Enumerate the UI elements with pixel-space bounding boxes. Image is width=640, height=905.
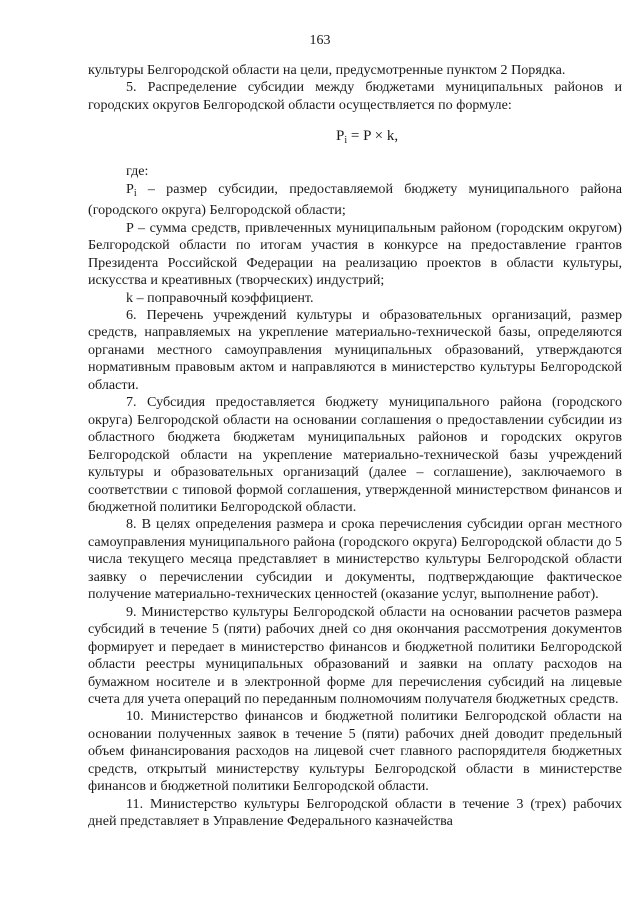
page-number: 163 <box>309 33 331 48</box>
paragraph-8: 8. В целях определения размера и срока перечисления субсидии орган местного самоуправления муниципального района (городского округа) Белгородской области до 5 числа текущего месяца представляет в министерство культуры Белгородской области заявку о перечислении субсидии и документы, подтверждающие фактическое получение материально-технических ценностей (оказание услуг, выполнение работ). <box>88 516 622 603</box>
paragraph-6: 6. Перечень учреждений культуры и образовательных организаций, размер средств, направляемых на укрепление материально-технической базы, определяются органами местного самоуправления муниципальных образований, утверждаются нормативным правовым актом и направляются в министерство культуры Белгородской области. <box>88 306 622 393</box>
where-label: где: <box>126 163 149 180</box>
definition-pi-text: – размер субсидии, предоставляемой бюджету муниципального района (городского округа) Белгородской области; <box>88 180 622 219</box>
formula <box>88 126 622 151</box>
paragraph-5: 5. Распределение субсидии между бюджетами муниципальных районов и городских округов Белгородской области осуществляется по формуле: <box>88 79 622 113</box>
document-body <box>88 62 622 831</box>
definition-pi-subscript: i <box>133 187 137 199</box>
formula-lhs-subscript: i <box>344 135 348 147</box>
paragraph-7: 7. Субсидия предоставляется бюджету муниципального района (городского округа) Белгородской области на основании соглашения о предоставлении субсидии из областного бюджета бюджетам муниципальных районов и городских округов Белгородской области на укрепление материально-технической базы учреждений культуры и образовательных организаций (далее – соглашение), заключаемого в соответствии с типовой формой соглашения, утвержденной министерством финансов и бюджетной политики Белгородской области. <box>88 394 622 515</box>
definition-k: k – поправочный коэффициент. <box>126 289 314 306</box>
paragraph-10: 10. Министерство финансов и бюджетной политики Белгородской области на основании полученных заявок в течение 5 (пяти) рабочих дней доводит предельный объем финансирования расходов на лицевой счет главного распорядителя бюджетных средств, открытый министерству культуры Белгородской области в министерстве финансов и бюджетной политики Белгородской области. <box>88 708 622 795</box>
definition-p: P – сумма средств, привлеченных муниципальным районом (городским округом) Белгородской области по итогам участия в конкурсе на предоставление грантов Президента Российской Федерации на реализацию проектов в области культуры, искусства и креативных (творческих) индустрий; <box>88 219 622 289</box>
definition-pi <box>88 181 622 220</box>
formula-rhs: = P × k, <box>347 128 399 145</box>
paragraph-intro: культуры Белгородской области на цели, предусмотренные пунктом 2 Порядка. <box>88 62 566 78</box>
formula-lhs: P <box>336 128 345 145</box>
definition-pi-symbol: P <box>126 180 134 197</box>
paragraph-9: 9. Министерство культуры Белгородской области на основании расчетов размера субсидий в течение 5 (пяти) рабочих дней со дня окончания рассмотрения документов формирует и передает в министерство финансов и бюджетной политики Белгородской области реестры муниципальных образований и заявки на оплату расходов на бумажном носителе и в электронной форме для перечисления субсидий на лицевые счета для учета операций по переданным полномочиям получателя бюджетных средств. <box>88 603 622 707</box>
paragraph-11: 11. Министерство культуры Белгородской области в течение 3 (трех) рабочих дней представляет в Управление Федерального казначейства <box>88 795 622 830</box>
